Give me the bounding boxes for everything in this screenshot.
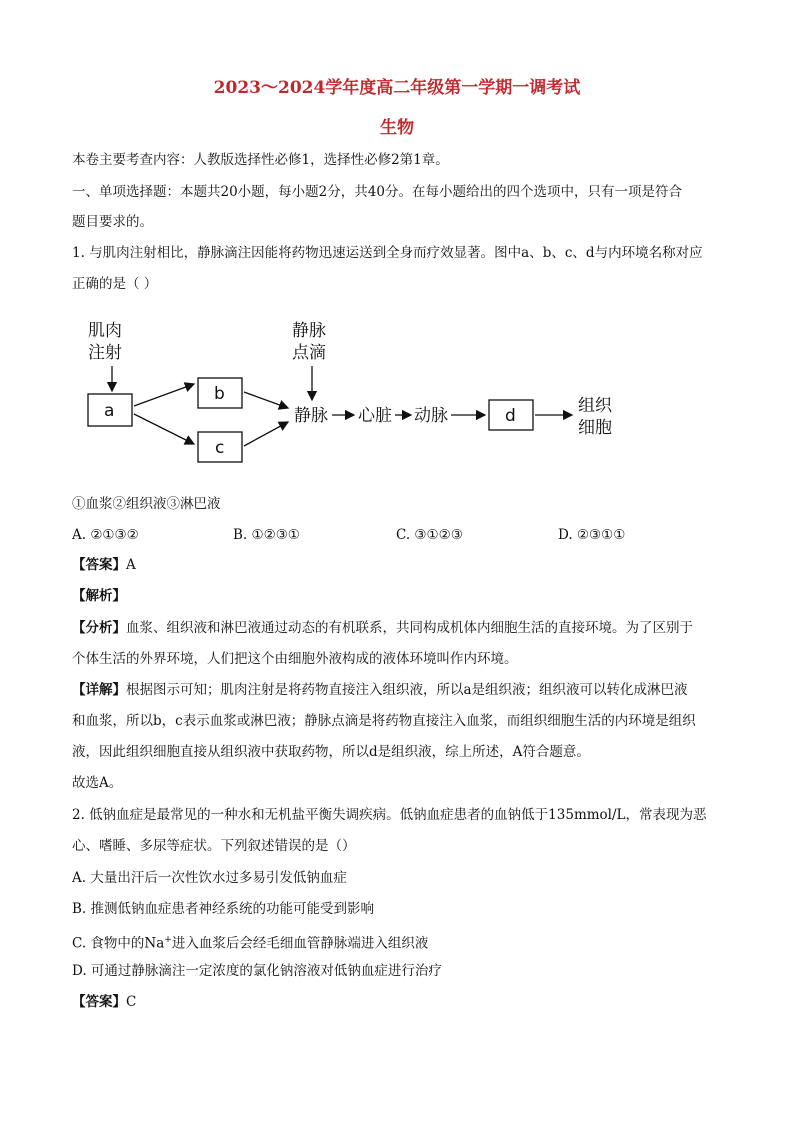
q2-option-c bbox=[72, 930, 428, 954]
exam-title: 2023～2024学年度高二年级第一学期一调考试 bbox=[213, 78, 581, 98]
label-heart: 心脏 bbox=[358, 406, 392, 426]
q1-diagram bbox=[80, 312, 640, 472]
label-muscle-line1: 肌肉 bbox=[88, 321, 122, 341]
q2-option-c-sup: + bbox=[164, 935, 172, 945]
fenxi-text-1: 血浆、组织液和淋巴液通过动态的有机联系，共同构成机体内细胞生活的直接环境。为了区别于 bbox=[126, 620, 693, 636]
q2-answer-value: C bbox=[126, 994, 137, 1010]
q1-fenxi-line1 bbox=[72, 618, 693, 638]
q2-stem-line2: 心、嗜睡、多尿等症状。下列叙述错误的是（） bbox=[72, 838, 356, 854]
label-iv-line2: 点滴 bbox=[292, 343, 326, 363]
label-tissue-line1: 组织 bbox=[578, 396, 612, 416]
arrow-c-to-vein bbox=[244, 422, 288, 446]
answer-label: 【答案】 bbox=[72, 557, 126, 573]
box-d-label: d bbox=[505, 406, 516, 426]
box-c-label: c bbox=[215, 438, 225, 458]
q2-option-c-pre: C. 食物中的Na bbox=[72, 935, 165, 952]
xiangjie-text-1: 根据图示可知；肌肉注射是将药物直接注入组织液，所以a是组织液；组织液可以转化成淋巴液 bbox=[126, 682, 688, 698]
section-heading-line2: 题目要求的。 bbox=[72, 214, 153, 230]
q1-fenxi-line2: 个体生活的外界环境，人们把这个由细胞外液构成的液体环境叫作内环境。 bbox=[72, 651, 518, 667]
q2-option-c-post: 进入血浆后会经毛细血管静脉端进入组织液 bbox=[171, 935, 429, 952]
label-artery: 动脉 bbox=[414, 406, 448, 426]
q1-analysis-label-line bbox=[72, 586, 126, 606]
q1-legend: ①血浆②组织液③淋巴液 bbox=[72, 496, 221, 512]
section-heading-line1: 一、单项选择题：本题共20小题，每小题2分，共40分。在每小题给出的四个选项中，只有一项是符合 bbox=[72, 184, 682, 200]
q1-option-d: D. ②③①① bbox=[558, 527, 626, 543]
q2-stem-line1: 2. 低钠血症是最常见的一种水和无机盐平衡失调疾病。低钠血症患者的血钠低于135mmol/L，常表现为恶 bbox=[72, 807, 707, 823]
label-muscle-line2: 注射 bbox=[88, 343, 122, 363]
q2-option-d: D. 可通过静脉滴注一定浓度的氯化钠溶液对低钠血症进行治疗 bbox=[72, 963, 442, 979]
q1-xiangjie-line1 bbox=[72, 680, 688, 700]
box-a-label: a bbox=[104, 401, 115, 421]
q2-option-a: A. 大量出汗后一次性饮水过多易引发低钠血症 bbox=[72, 870, 347, 886]
label-vein: 静脉 bbox=[294, 406, 328, 426]
label-tissue-line2: 细胞 bbox=[578, 418, 612, 438]
box-b-label: b bbox=[214, 384, 225, 404]
q1-stem-line1: 1. 与肌肉注射相比，静脉滴注因能将药物迅速运送到全身而疗效显著。图中a、b、c、d与内环境名称对应 bbox=[72, 245, 703, 261]
q1-option-a: A. ②①③② bbox=[72, 527, 139, 543]
fenxi-label: 【分析】 bbox=[72, 620, 126, 636]
q1-option-b: B. ①②③① bbox=[233, 527, 300, 543]
arrow-b-to-vein bbox=[244, 392, 288, 408]
q1-option-c: C. ③①②③ bbox=[396, 527, 463, 543]
q1-xiangjie-line3: 液，因此组织细胞直接从组织液中获取药物，所以d是组织液，综上所述，A符合题意。 bbox=[72, 744, 590, 760]
q1-stem-line2: 正确的是（ ） bbox=[72, 276, 158, 292]
arrow-a-to-c bbox=[134, 414, 194, 444]
intro-text: 本卷主要考查内容：人教版选择性必修1，选择性必修2第1章。 bbox=[72, 152, 449, 168]
xiangjie-label: 【详解】 bbox=[72, 682, 126, 698]
arrow-a-to-b bbox=[134, 384, 194, 406]
analysis-label: 【解析】 bbox=[72, 588, 126, 604]
q2-option-b: B. 推测低钠血症患者神经系统的功能可能受到影响 bbox=[72, 901, 375, 917]
answer-value: A bbox=[126, 557, 136, 573]
subject-title: 生物 bbox=[380, 118, 414, 138]
q1-xiangjie-line2: 和血浆，所以b，c表示血浆或淋巴液；静脉点滴是将药物直接注入血浆，而组织细胞生活的内环境是组织 bbox=[72, 713, 696, 729]
q2-answer-label: 【答案】 bbox=[72, 994, 126, 1010]
q2-answer-line bbox=[72, 992, 136, 1012]
q1-answer-line bbox=[72, 555, 136, 575]
label-iv-line1: 静脉 bbox=[292, 321, 326, 341]
q1-conclusion: 故选A。 bbox=[72, 775, 123, 791]
